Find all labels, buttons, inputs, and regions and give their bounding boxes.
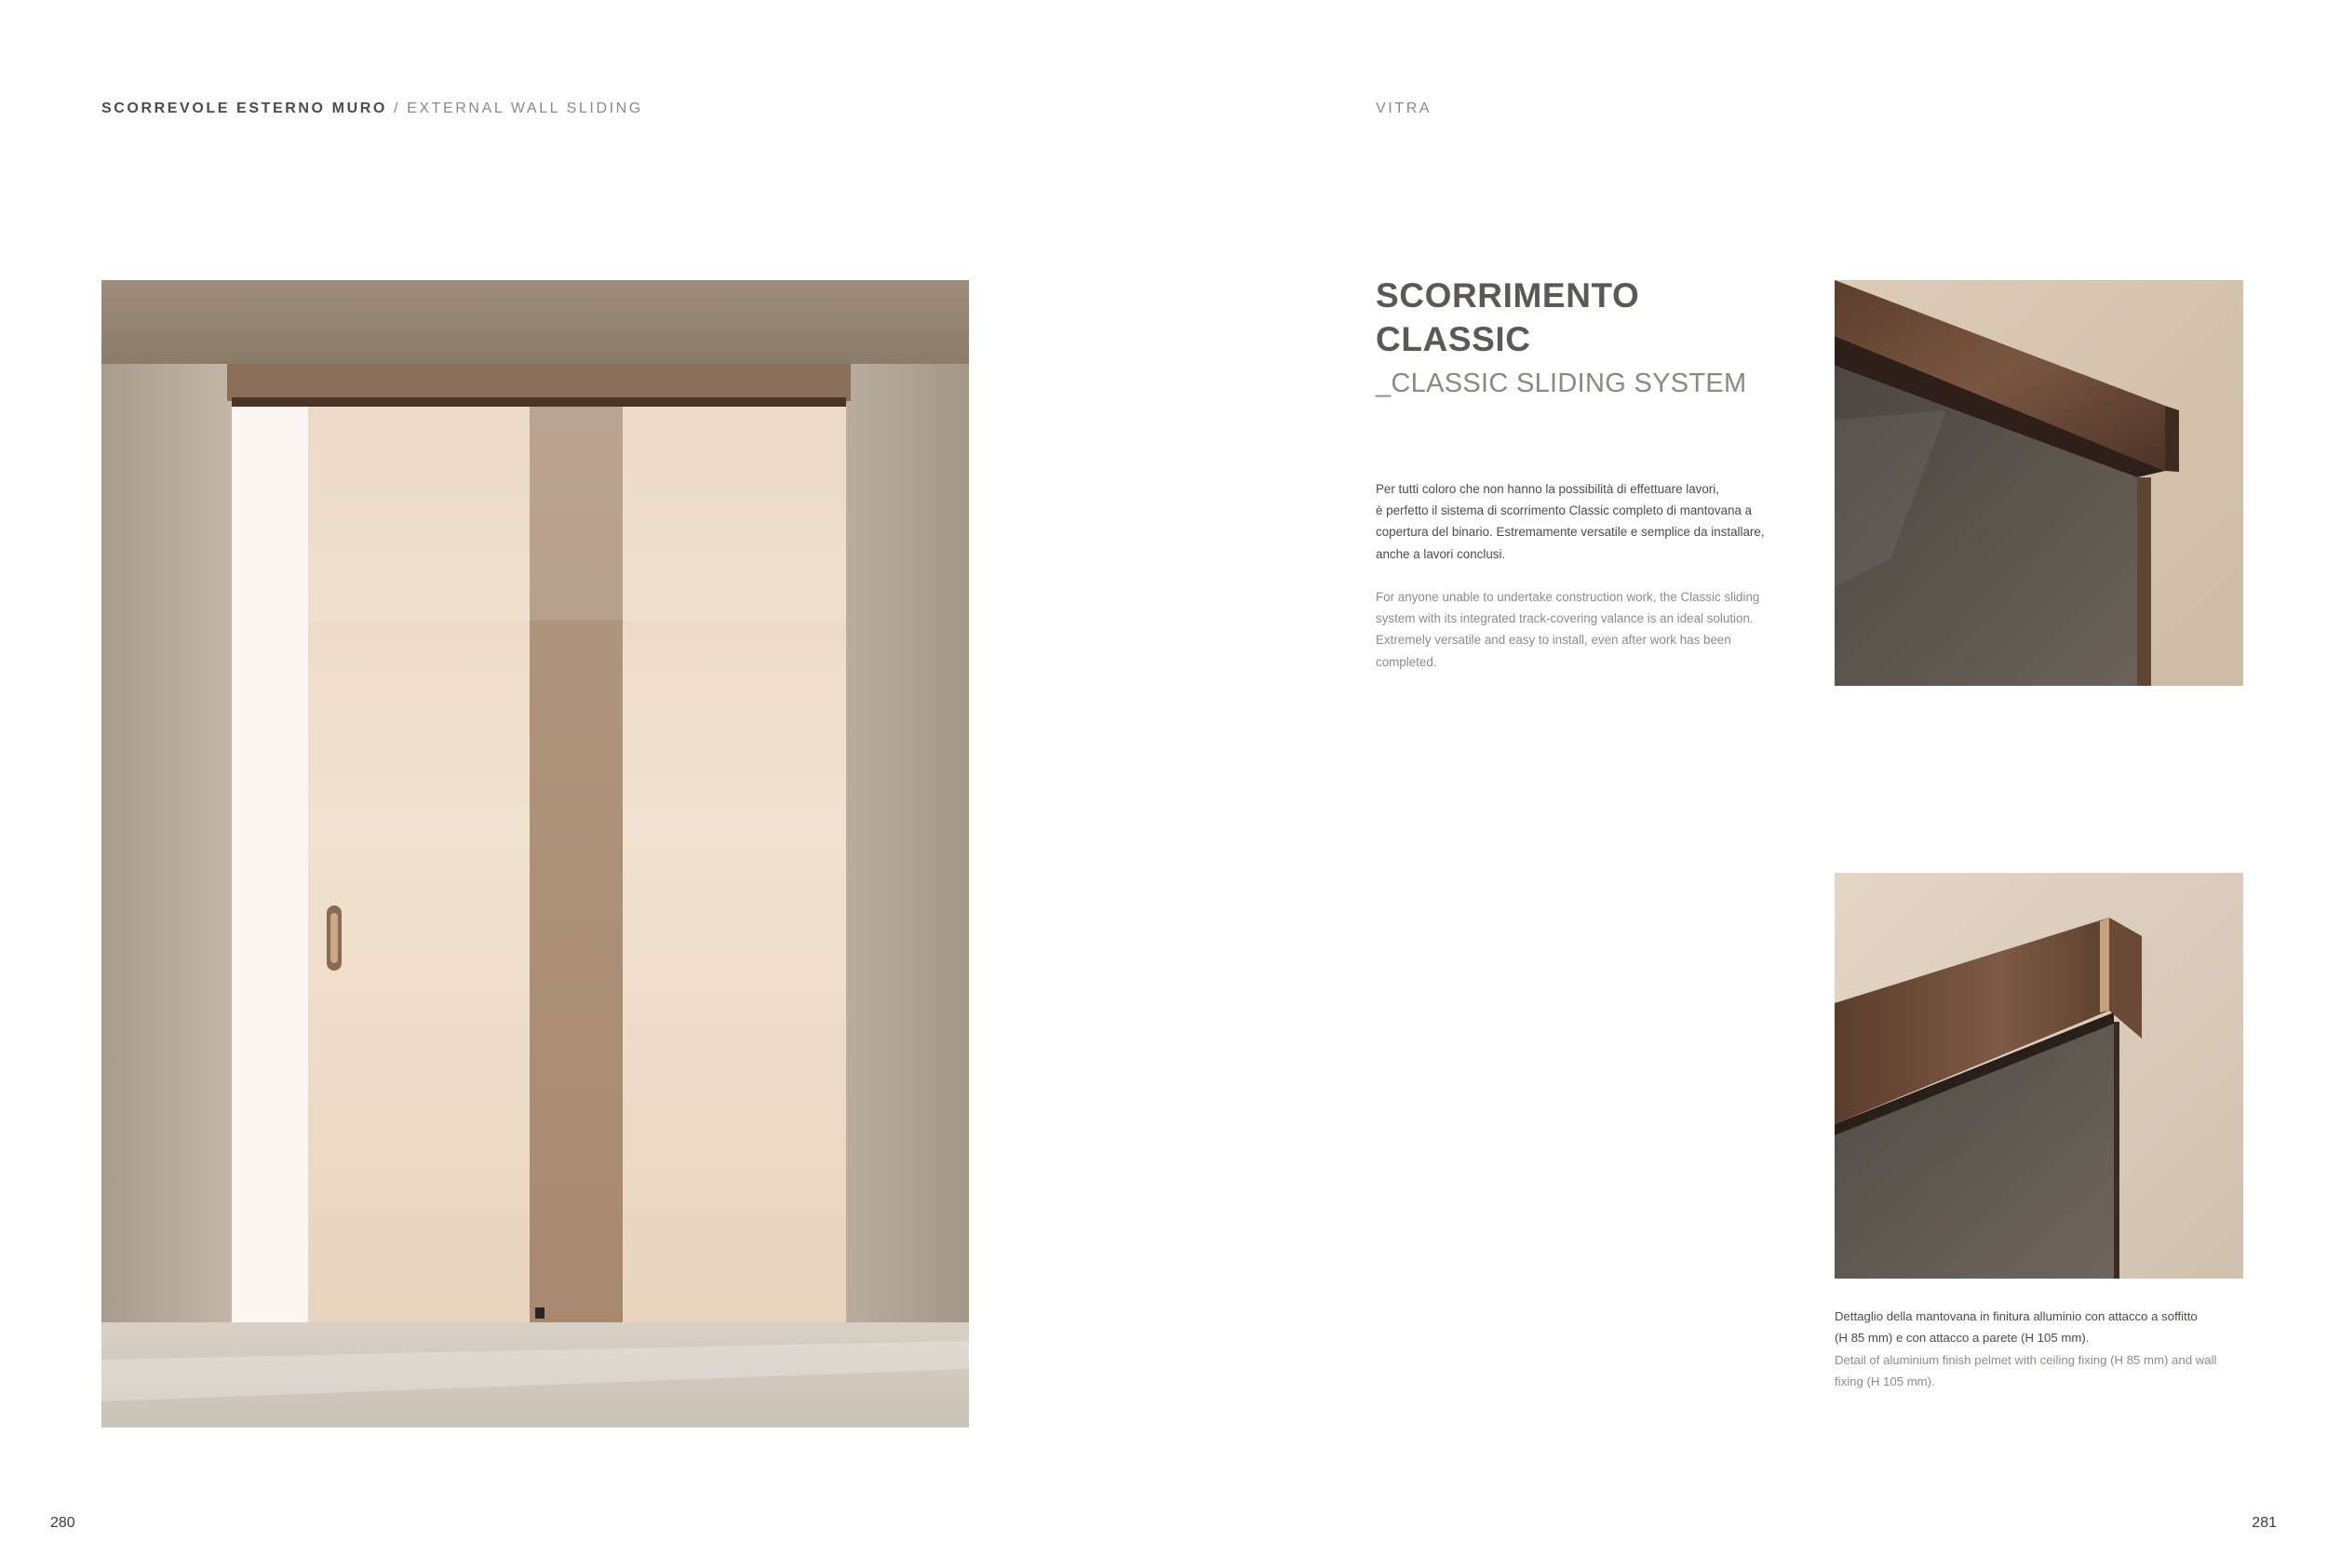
body-it-line: è perfetto il sistema di scorrimento Classic completo di mantovana a (1376, 503, 1753, 518)
caption-en (1835, 1349, 2244, 1392)
section-separator: / (386, 101, 408, 116)
caption-it-line: (H 85 mm) e con attacco a parete (H 105 mm). (1835, 1331, 2090, 1346)
detail-photo-wall-fixing (1835, 873, 2243, 1279)
body-it-line: copertura del binario. Estremamente versatile e semplice da installare, (1376, 525, 1765, 540)
section-heading (1376, 274, 1639, 361)
section-title-en: EXTERNAL WALL SLIDING (407, 101, 643, 116)
brand-label: VITRA (1376, 101, 1433, 116)
caption-it (1835, 1306, 2244, 1348)
door-photo (101, 280, 969, 1427)
caption-en-line: fixing (H 105 mm). (1835, 1374, 1935, 1389)
detail-photo-ceiling-fixing (1835, 280, 2243, 686)
page-number-left: 280 (50, 1515, 75, 1531)
page-number-right: 281 (2252, 1515, 2277, 1531)
title-line-2: CLASSIC (1376, 320, 1531, 358)
body-it-line: Per tutti coloro che non hanno la possibilità di effettuare lavori, (1376, 482, 1719, 496)
body-en-line: system with its integrated track-covering valance is an ideal solution. (1376, 611, 1754, 626)
body-en-line: completed. (1376, 654, 1437, 669)
body-text-en (1376, 586, 1785, 673)
body-en-line: Extremely versatile and easy to install, even after work has been (1376, 633, 1731, 648)
title-line-1: SCORRIMENTO (1376, 276, 1640, 315)
body-text-it (1376, 478, 1785, 565)
caption-en-line: Detail of aluminium finish pelmet with ceiling fixing (H 85 mm) and wall (1835, 1353, 2217, 1367)
section-title-it: SCORREVOLE ESTERNO MURO (101, 101, 387, 116)
running-head (101, 101, 643, 117)
body-en-line: For anyone unable to undertake construction work, the Classic sliding (1376, 590, 1760, 604)
caption-it-line: Dettaglio della mantovana in finitura alluminio con attacco a soffitto (1835, 1309, 2198, 1323)
section-subtitle: _CLASSIC SLIDING SYSTEM (1376, 369, 1747, 398)
body-it-line: anche a lavori conclusi. (1376, 546, 1506, 561)
